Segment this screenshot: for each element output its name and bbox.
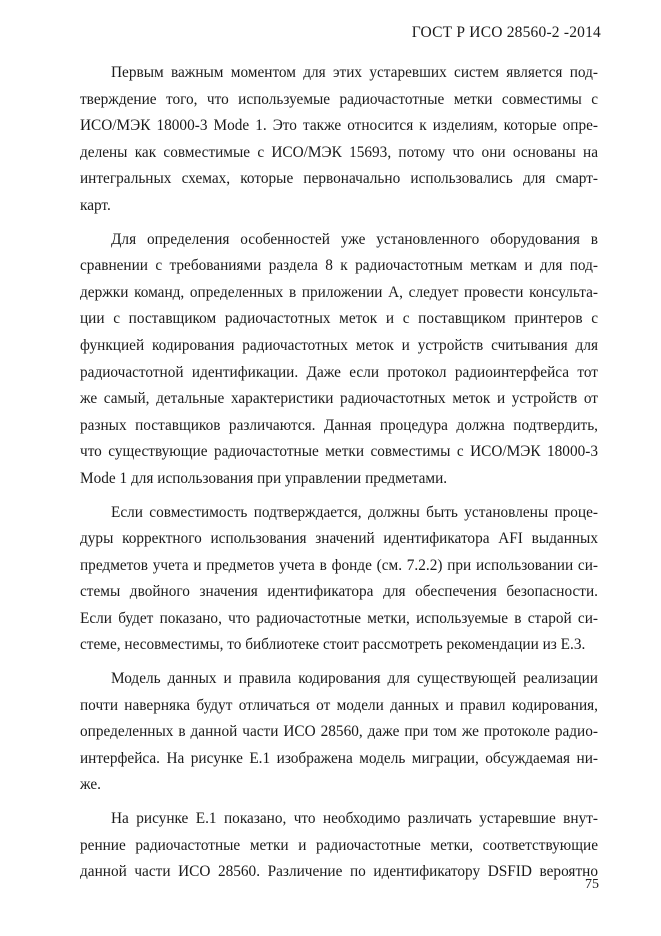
text-line: ции с поставщиком радиочастотных меток и с поставщиком принтеров с — [80, 310, 598, 328]
text-line: делены как совместимые с ИСО/МЭК 15693, потому что они основаны на — [80, 143, 598, 161]
text-line: стеме, несовместимы, то библиотеке стоит рассмотреть рекомендации из Е.3. — [80, 636, 586, 654]
text-line: Первым важным моментом для этих устаревших систем является под- — [111, 64, 598, 81]
paragraph-legacy-compatibility — [80, 60, 598, 220]
text-line: радиочастотной идентификации. Даже если протокол радиоинтерфейса тот — [80, 363, 598, 381]
page-number: 75 — [585, 877, 599, 892]
text-line: Модель данных и правила кодирования для существующей реализации — [111, 670, 598, 688]
text-line: тверждение того, что используемые радиочастотные метки совместимы с — [80, 90, 598, 108]
text-line: ренние радиочастотные метки и радиочастотные метки, соответствующие — [80, 836, 598, 854]
text-line: же самый, детальные характеристики радиочастотных меток и устройств от — [80, 390, 598, 408]
paragraph-figure-e1 — [80, 806, 598, 886]
text-line: стемы двойного значения идентификатора для обеспечения безопасности. — [80, 583, 598, 601]
text-line: почти наверняка будут отличаться от модели данных и правил кодирования, — [80, 696, 598, 714]
text-line: ИСО/МЭК 18000-3 Mode 1. Это также относится к изделиям, которые опре- — [80, 117, 598, 135]
text-line: интегральных схемах, которые первоначально использовались для смарт- — [80, 170, 598, 188]
text-line: Mode 1 для использования при управлении предметами. — [80, 469, 448, 487]
paragraph-data-model — [80, 666, 598, 799]
text-line: функцией кодирования радиочастотных меток и устройств считывания для — [80, 336, 598, 354]
text-line: же. — [80, 776, 101, 794]
document-header — [412, 24, 601, 42]
text-line: На рисунке Е.1 показано, что необходимо различать устаревшие внут- — [111, 810, 598, 828]
page-body — [80, 60, 598, 893]
text-line: данной части ИСО 28560. Различение по идентификатору DSFID вероятно — [80, 863, 598, 881]
text-line: держки команд, определенных в приложении А, следует провести консульта- — [80, 283, 598, 301]
text-line: сравнении с требованиями раздела 8 к радиочастотным меткам и для под- — [80, 257, 598, 275]
text-line: Если будет показано, что радиочастотные метки, используемые в старой си- — [80, 609, 598, 627]
text-line: интерфейса. На рисунке Е.1 изображена модель миграции, обсуждаемая ни- — [80, 749, 598, 767]
text-line: Если совместимость подтверждается, должны быть установлены проце- — [111, 503, 598, 521]
paragraph-equipment-consultation — [80, 227, 598, 493]
text-line: определенных в данной части ИСО 28560, даже при том же протоколе радио- — [80, 723, 598, 741]
paragraph-afi-procedures — [80, 500, 598, 660]
standard-designation: ГОСТ Р ИСО 28560-2 -2014 — [411, 24, 601, 41]
text-line: предметов учета и предметов учета в фонде (см. 7.2.2) при использовании си- — [80, 556, 598, 574]
text-line: что существующие радиочастотные метки совместимы с ИСО/МЭК 18000-3 — [80, 443, 598, 461]
text-line: разных поставщиков различаются. Данная процедура должна подтвердить, — [80, 416, 598, 434]
text-line: карт. — [80, 196, 111, 214]
text-line: дуры корректного использования значений идентификатора AFI выданных — [80, 530, 598, 548]
text-line: Для определения особенностей уже установленного оборудования в — [111, 230, 598, 248]
